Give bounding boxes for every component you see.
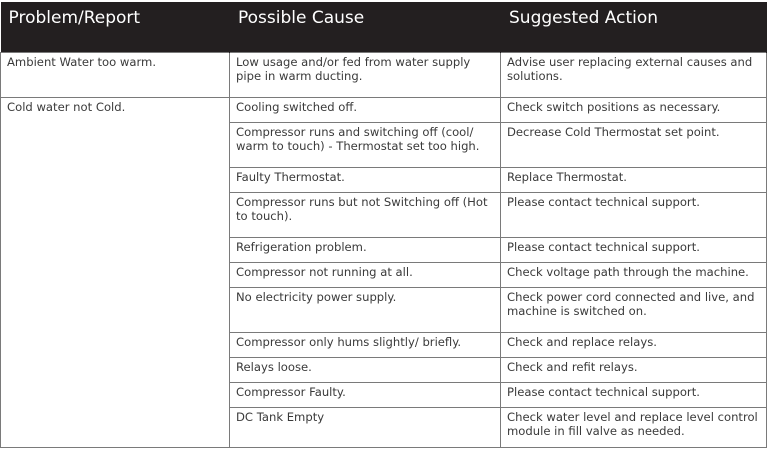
header-problem: Problem/Report: [1, 2, 230, 52]
table-row: [1, 52, 767, 97]
problem-cell: Cold water not Cold.: [1, 97, 230, 447]
cause-cell: Relays loose.: [230, 357, 501, 382]
header-row: [1, 2, 767, 52]
table-row: [1, 97, 767, 122]
cause-cell: Compressor runs and switching off (cool/ warm to touch) - Thermostat set too high.: [230, 122, 501, 167]
action-cell: Check water level and replace level control module in fill valve as needed.: [501, 407, 767, 447]
cause-cell: Compressor only hums slightly/ briefly.: [230, 332, 501, 357]
action-cell: Replace Thermostat.: [501, 167, 767, 192]
troubleshooting-table: [0, 2, 767, 448]
cause-cell: Low usage and/or fed from water supply pipe in warm ducting.: [230, 52, 501, 97]
action-cell: Please contact technical support.: [501, 382, 767, 407]
action-cell: Please contact technical support.: [501, 237, 767, 262]
action-cell: Advise user replacing external causes and solutions.: [501, 52, 767, 97]
action-cell: Check voltage path through the machine.: [501, 262, 767, 287]
troubleshooting-table-container: [0, 2, 766, 448]
cause-cell: Compressor runs but not Switching off (Hot to touch).: [230, 192, 501, 237]
action-cell: Please contact technical support.: [501, 192, 767, 237]
action-cell: Check switch positions as necessary.: [501, 97, 767, 122]
cause-cell: DC Tank Empty: [230, 407, 501, 447]
problem-cell: Ambient Water too warm.: [1, 52, 230, 97]
cause-cell: Compressor Faulty.: [230, 382, 501, 407]
header-cause: Possible Cause: [230, 2, 501, 52]
cause-cell: No electricity power supply.: [230, 287, 501, 332]
cause-cell: Compressor not running at all.: [230, 262, 501, 287]
cause-cell: Cooling switched off.: [230, 97, 501, 122]
action-cell: Decrease Cold Thermostat set point.: [501, 122, 767, 167]
cause-cell: Refrigeration problem.: [230, 237, 501, 262]
cause-cell: Faulty Thermostat.: [230, 167, 501, 192]
action-cell: Check power cord connected and live, and machine is switched on.: [501, 287, 767, 332]
header-action: Suggested Action: [501, 2, 767, 52]
action-cell: Check and replace relays.: [501, 332, 767, 357]
action-cell: Check and refit relays.: [501, 357, 767, 382]
